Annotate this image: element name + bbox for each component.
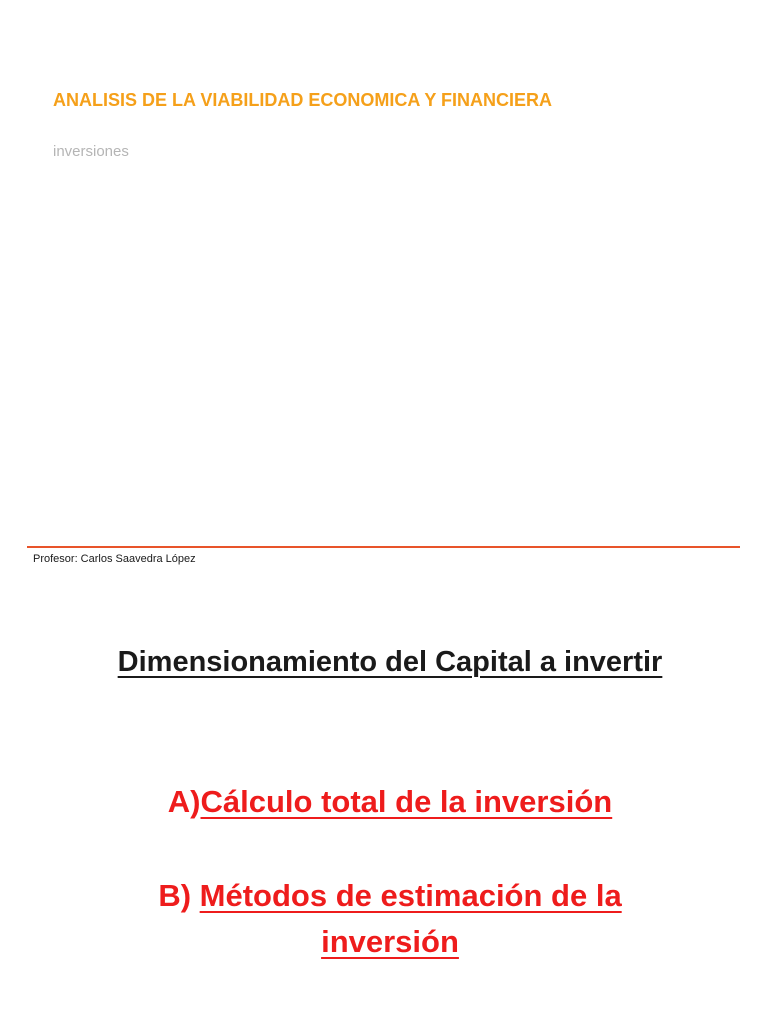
section-heading-text: Dimensionamiento del Capital a invertir [117, 646, 663, 678]
item-b-line-2 [0, 919, 768, 965]
document-subtitle: inversiones [53, 143, 129, 160]
item-b-marker: B) [158, 878, 200, 913]
item-a-text: Cálculo total de la inversión [200, 784, 613, 819]
item-b-text-line-2: inversión [321, 924, 459, 959]
item-a-marker: A) [167, 784, 201, 819]
section-heading [0, 646, 768, 679]
document-title: ANALISIS DE LA VIABILIDAD ECONOMICA Y FINANCIERA [53, 90, 553, 110]
professor-name: Profesor: Carlos Saavedra López [33, 553, 196, 565]
item-b-line-1 [0, 873, 768, 919]
item-b-text-line-1: Métodos de estimación de la [199, 878, 622, 913]
item-a [0, 784, 768, 820]
divider-line [27, 546, 740, 548]
item-b [0, 873, 768, 965]
